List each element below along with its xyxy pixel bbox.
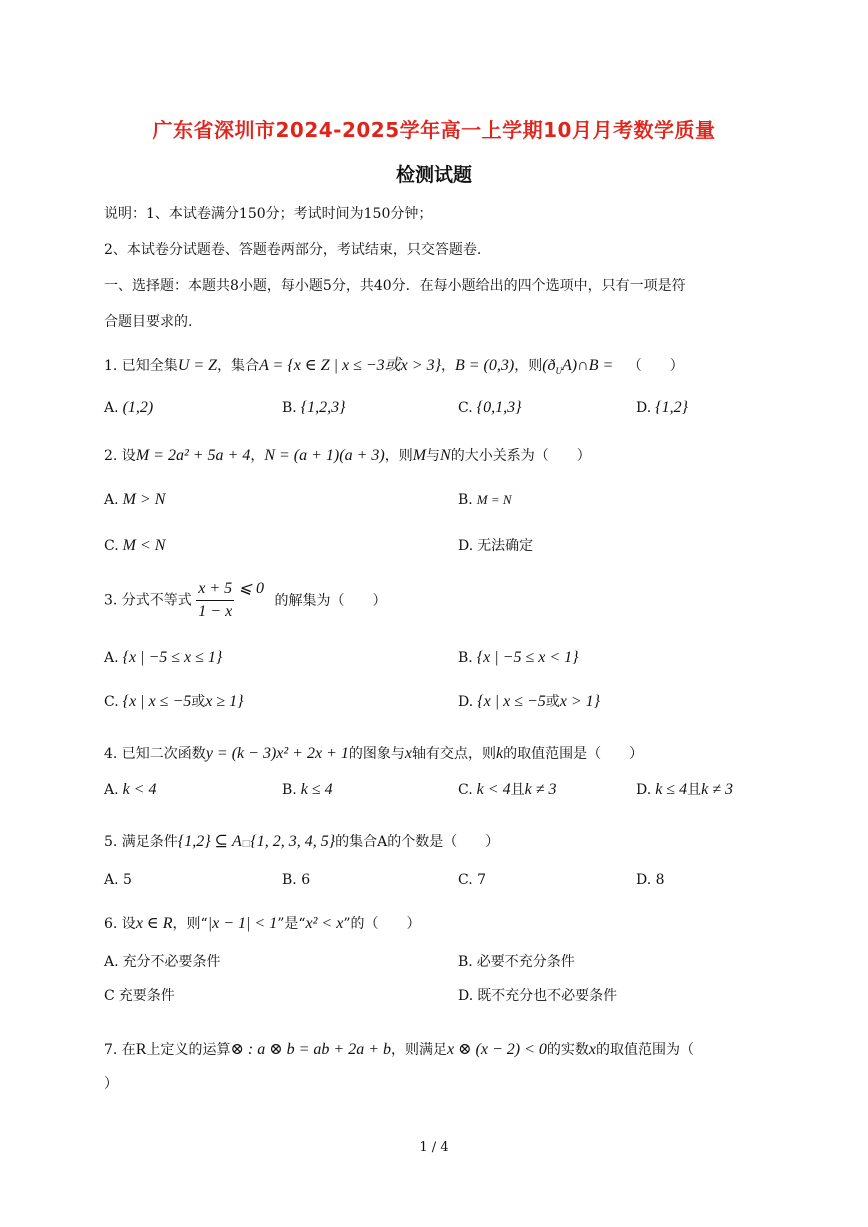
q1-option-c: C. {0,1,3} bbox=[458, 399, 522, 416]
page-number: 1 / 4 bbox=[419, 1140, 449, 1155]
q2-option-b: B. M = N bbox=[458, 492, 512, 508]
q3-option-d: D. {x | x ≤ −5或x > 1} bbox=[458, 693, 601, 710]
question-7: 7. 在R上定义的运算⊗ : a ⊗ b = ab + 2a + b，则满足x ⊗ (x − 2) < 0的实数x的取值范围为（ bbox=[104, 1041, 694, 1058]
question-2: 2. 设M = 2a² + 5a + 4，N = (a + 1)(a + 3)，则M与N的大小关系为（ ） bbox=[104, 447, 591, 464]
q5-option-a: A. 5 bbox=[104, 872, 132, 888]
q4-option-a: A. k < 4 bbox=[104, 781, 157, 798]
q1-option-a: A. (1,2) bbox=[104, 399, 154, 416]
q3-option-a: A. {x | −5 ≤ x ≤ 1} bbox=[104, 649, 223, 666]
q4-option-d: D. k ≤ 4且k ≠ 3 bbox=[636, 781, 733, 798]
fraction: $\frac{x + 5}{1 - x}$ bbox=[198, 580, 233, 620]
question-6: 6. 设x ∈ R，则“|x − 1| < 1”是“x² < x”的（ ） bbox=[104, 915, 421, 932]
question-5: 5. 满足条件{1,2} ⊆ A□{1, 2, 3, 4, 5}的集合A的个数是（ ） bbox=[104, 833, 500, 850]
q1-option-d: D. {1,2} bbox=[636, 399, 688, 416]
q2-option-c: C. M < N bbox=[104, 537, 166, 554]
exam-title-line2: 检测试题 bbox=[395, 164, 472, 186]
q1-option-b: B. {1,2,3} bbox=[282, 399, 346, 416]
q2-option-d: D. 无法确定 bbox=[458, 538, 534, 554]
q6-option-d: D. 既不充分也不必要条件 bbox=[458, 988, 618, 1004]
question-1: 1. 已知全集U = Z，集合A = {x ∈ Z | x ≤ −3或x > 3}，B = (0,3)，则$(ð_UA)\cap B$ = （ ） bbox=[104, 357, 684, 377]
question-4: 4. 已知二次函数y = (k − 3)x² + 2x + 1的图象与x轴有交点，则k的取值范围是（ ） bbox=[104, 745, 644, 762]
q4-option-c: C. k < 4且k ≠ 3 bbox=[458, 781, 557, 798]
q6-option-b: B. 必要不充分条件 bbox=[458, 954, 575, 970]
question-3: 3. 分式不等式 $\frac{x + 5}{1 - x}$ ⩽ 0 的解集为（ ） bbox=[104, 578, 386, 623]
note-1: 说明：1、本试卷满分150分；考试时间为150分钟； bbox=[104, 206, 433, 222]
q3-option-c: C. {x | x ≤ −5或x ≥ 1} bbox=[104, 693, 244, 710]
exam-title-line1: 广东省深圳市2024-2025学年高一上学期10月月考数学质量 bbox=[152, 118, 716, 142]
q6-option-a: A. 充分不必要条件 bbox=[104, 954, 221, 970]
q5-option-c: C. 7 bbox=[458, 872, 487, 888]
section-heading-b: 合题目要求的. bbox=[104, 314, 193, 330]
section-heading-a: 一、选择题：本题共8小题，每小题5分，共40分．在每小题给出的四个选项中，只有一项是符 bbox=[104, 278, 686, 294]
q5-option-b: B. 6 bbox=[282, 872, 311, 888]
question-7-close-paren: ） bbox=[104, 1076, 118, 1092]
q6-option-c: C 充要条件 bbox=[104, 988, 175, 1004]
note-2: 2、本试卷分试题卷、答题卷两部分，考试结束，只交答题卷. bbox=[104, 242, 482, 258]
q4-option-b: B. k ≤ 4 bbox=[282, 781, 333, 798]
q5-option-d: D. 8 bbox=[636, 872, 665, 888]
q2-option-a: A. M > N bbox=[104, 491, 166, 508]
q3-option-b: B. {x | −5 ≤ x < 1} bbox=[458, 649, 579, 666]
